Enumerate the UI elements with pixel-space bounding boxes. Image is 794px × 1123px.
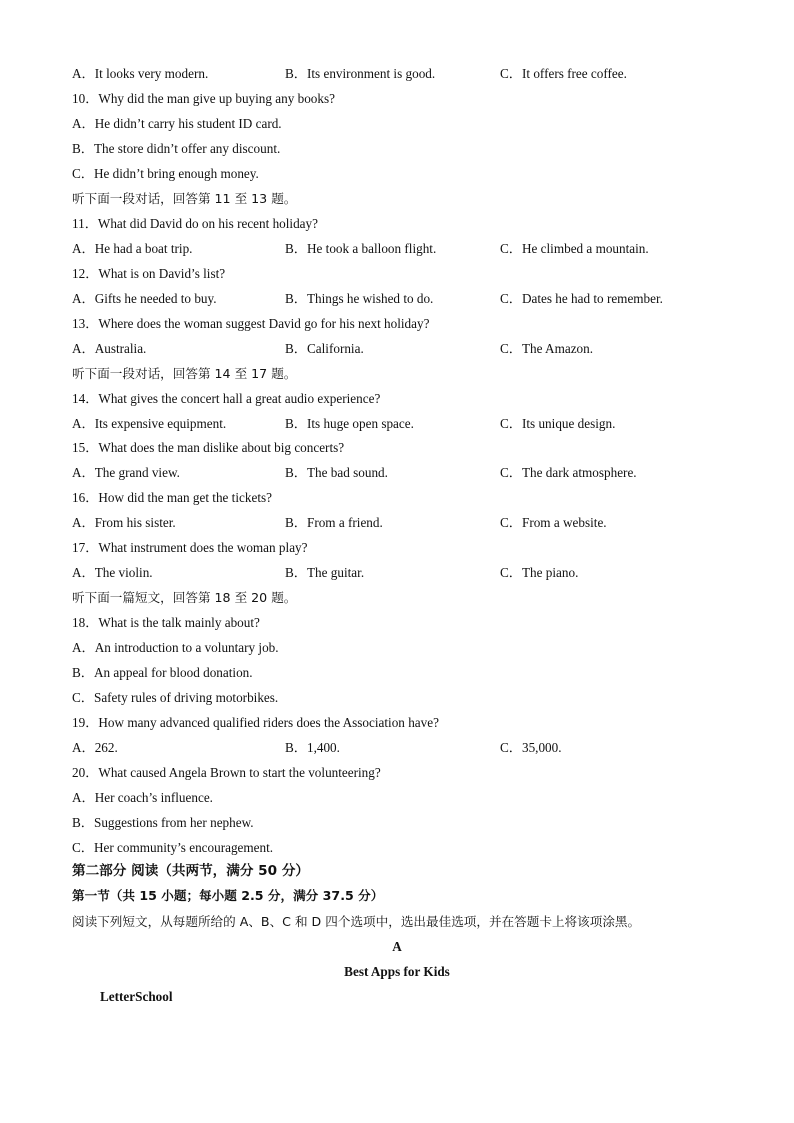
option-c: C．He climbed a mountain. [500, 241, 649, 256]
instruction-14-17: 听下面一段对话，回答第 14 至 17 题。 [72, 366, 297, 381]
q11-options [72, 241, 752, 257]
option-b: B．From a friend. [285, 515, 383, 530]
instruction-18-20: 听下面一篇短文，回答第 18 至 20 题。 [72, 590, 297, 605]
instruction-11-13: 听下面一段对话，回答第 11 至 13 题。 [72, 191, 297, 206]
option-a: A．It looks very modern. [72, 66, 209, 81]
question-10: 10．Why did the man give up buying any books? [72, 91, 335, 106]
option-a: A．The grand view. [72, 465, 180, 480]
passage-title: Best Apps for Kids [344, 964, 450, 979]
option-a: A．Australia. [72, 341, 147, 356]
option-b: B．Its environment is good. [285, 66, 436, 81]
option-a: A．262. [72, 740, 118, 755]
q13-options [72, 341, 752, 357]
option-a: A．The violin. [72, 565, 153, 580]
q17-options [72, 565, 752, 581]
q10-option-a: A．He didn’t carry his student ID card. [72, 116, 282, 131]
question-17: 17．What instrument does the woman play? [72, 540, 308, 555]
passage-letter: A [392, 939, 402, 954]
q14-options [72, 416, 752, 432]
q20-option-a: A．Her coach’s influence. [72, 790, 213, 805]
option-c: C．Its unique design. [500, 416, 616, 431]
q16-options [72, 515, 752, 531]
q12-options [72, 291, 752, 307]
part2-title: 第二部分 阅读（共两节，满分 50 分） [72, 863, 310, 879]
q19-options [72, 740, 752, 756]
option-b: B．1,400. [285, 740, 340, 755]
question-19: 19．How many advanced qualified riders does the Association have? [72, 715, 439, 730]
option-b: B．Its huge open space. [285, 416, 414, 431]
option-b: B．The bad sound. [285, 465, 388, 480]
q10-option-b: B．The store didn’t offer any discount. [72, 141, 281, 156]
option-b: B．The guitar. [285, 565, 365, 580]
q20-option-b: B．Suggestions from her nephew. [72, 815, 254, 830]
option-a: A．He had a boat trip. [72, 241, 193, 256]
option-a: A．Gifts he needed to buy. [72, 291, 217, 306]
option-b: B．Things he wished to do. [285, 291, 434, 306]
option-c: C．The piano. [500, 565, 579, 580]
question-11: 11．What did David do on his recent holiday? [72, 216, 318, 231]
section1-instruction: 阅读下列短文，从每题所给的 A、B、C 和 D 四个选项中，选出最佳选项，并在答题卡上将该项涂黑。 [72, 914, 641, 929]
question-15: 15．What does the man dislike about big concerts? [72, 440, 345, 455]
option-c: C．The Amazon. [500, 341, 594, 356]
option-c: C．From a website. [500, 515, 607, 530]
option-c: C．35,000. [500, 740, 562, 755]
question-14: 14．What gives the concert hall a great audio experience? [72, 391, 381, 406]
option-b: B．California. [285, 341, 364, 356]
option-c: C．Dates he had to remember. [500, 291, 663, 306]
question-12: 12．What is on David’s list? [72, 266, 226, 281]
option-c: C．It offers free coffee. [500, 66, 627, 81]
question-16: 16．How did the man get the tickets? [72, 490, 272, 505]
option-a: A．Its expensive equipment. [72, 416, 227, 431]
option-b: B．He took a balloon flight. [285, 241, 437, 256]
q15-options [72, 465, 752, 481]
option-a: A．From his sister. [72, 515, 176, 530]
q10-option-c: C．He didn’t bring enough money. [72, 166, 259, 181]
option-c: C．The dark atmosphere. [500, 465, 637, 480]
question-18: 18．What is the talk mainly about? [72, 615, 260, 630]
question-13: 13．Where does the woman suggest David go for his next holiday? [72, 316, 430, 331]
q9-options [72, 66, 752, 82]
q20-option-c: C．Her community’s encouragement. [72, 840, 274, 855]
question-20: 20．What caused Angela Brown to start the volunteering? [72, 765, 381, 780]
q18-option-c: C．Safety rules of driving motorbikes. [72, 690, 279, 705]
q18-option-b: B．An appeal for blood donation. [72, 665, 253, 680]
section1-title: 第一节（共 15 小题；每小题 2.5 分，满分 37.5 分） [72, 888, 384, 903]
app-title-letterschool: LetterSchool [100, 989, 173, 1004]
q18-option-a: A．An introduction to a voluntary job. [72, 640, 279, 655]
